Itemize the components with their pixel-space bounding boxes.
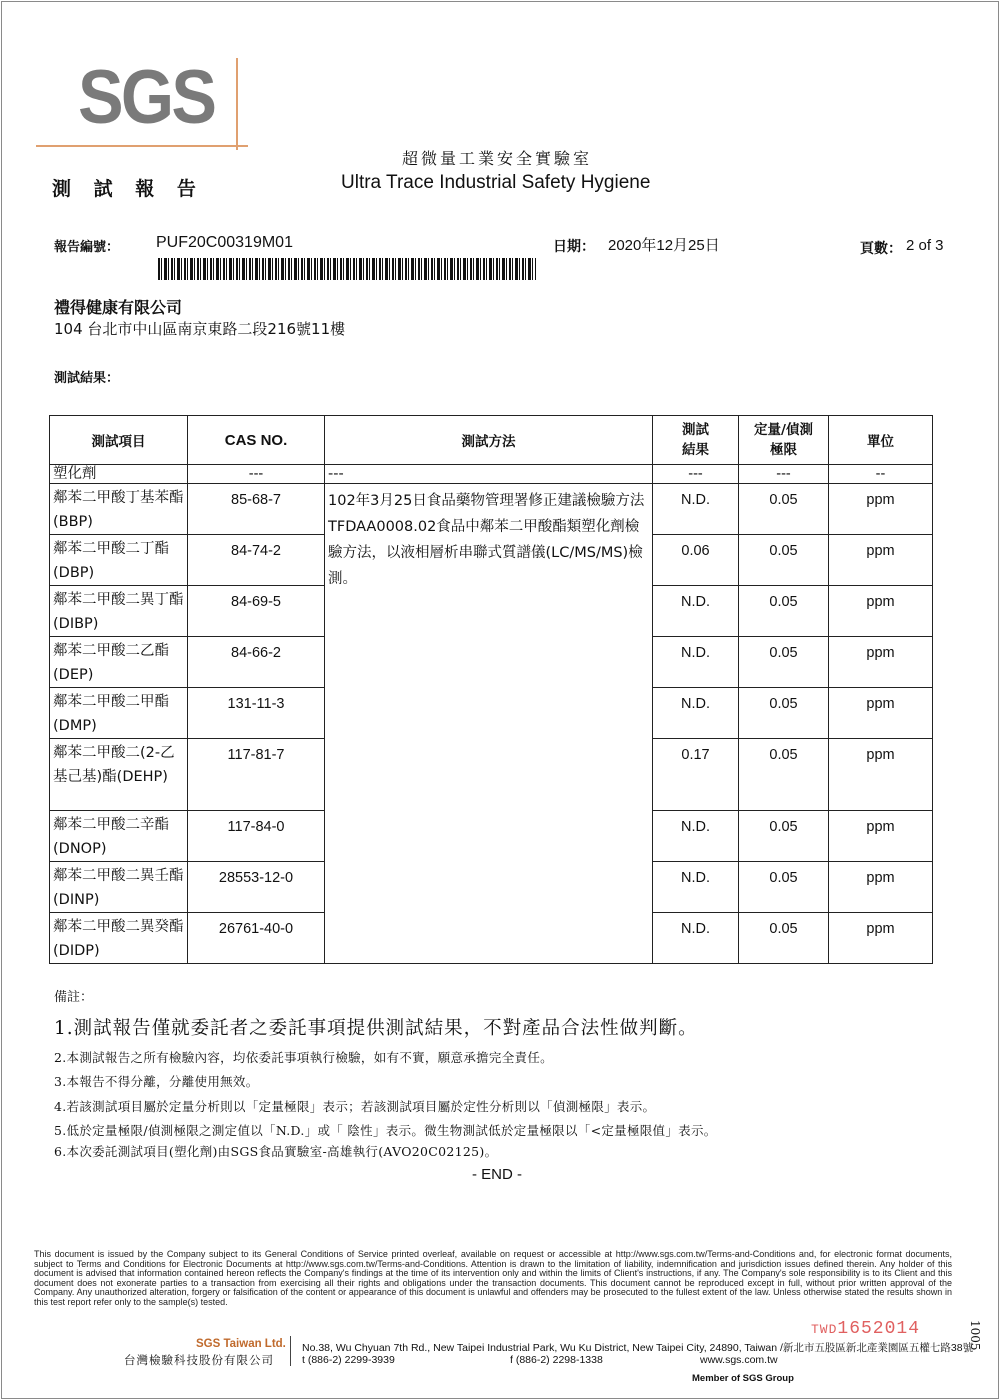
row-cas: 84-66-2 xyxy=(188,637,325,688)
row-item: 鄰苯二甲酸丁基苯酯(BBP) xyxy=(50,484,188,535)
notes-label: 備註： xyxy=(54,990,94,1005)
table-group-row xyxy=(50,465,933,484)
row-cas: 28553-12-0 xyxy=(188,862,325,913)
side-number: 1005 xyxy=(968,1320,982,1351)
row-limit: 0.05 xyxy=(739,862,829,913)
row-cas: 117-84-0 xyxy=(188,811,325,862)
table-row xyxy=(50,484,933,535)
row-item: 鄰苯二甲酸二乙酯(DEP) xyxy=(50,637,188,688)
row-result: N.D. xyxy=(653,688,739,739)
report-title: 測 試 報 告 xyxy=(52,178,204,200)
results-table xyxy=(49,415,933,964)
row-cas: 84-69-5 xyxy=(188,586,325,637)
row-unit: ppm xyxy=(829,484,933,535)
lab-name-zh: 超微量工業安全實驗室 xyxy=(402,149,593,168)
client-name: 禮得健康有限公司 xyxy=(54,298,183,317)
group-cas: --- xyxy=(188,465,325,484)
page-value: 2 of 3 xyxy=(906,237,944,254)
serial-digits: 1652014 xyxy=(837,1319,921,1339)
row-cas: 26761-40-0 xyxy=(188,913,325,964)
row-result: N.D. xyxy=(653,862,739,913)
header-cas: CAS NO. xyxy=(188,416,325,465)
row-result: N.D. xyxy=(653,913,739,964)
row-unit: ppm xyxy=(829,535,933,586)
row-limit: 0.05 xyxy=(739,688,829,739)
row-result: N.D. xyxy=(653,637,739,688)
results-heading: 測試結果： xyxy=(54,371,120,386)
row-unit: ppm xyxy=(829,811,933,862)
logo-vertical-line xyxy=(236,58,238,150)
row-result: 0.06 xyxy=(653,535,739,586)
row-cas: 131-11-3 xyxy=(188,688,325,739)
end-marker: - END - xyxy=(472,1166,522,1183)
report-no-label: 報告編號： xyxy=(54,240,120,255)
table-header-row xyxy=(50,416,933,465)
note-item: 5.低於定量極限/偵測極限之測定值以「N.D.」或「 陰性」表示。微生物測試低於定量極限以「<定量極限值」表示。 xyxy=(54,1123,717,1138)
row-limit: 0.05 xyxy=(739,535,829,586)
disclaimer: This document is issued by the Company subject to its General Conditions of Service printed overleaf, available on request or accessible at http://www.sgs.com.tw/Terms-and-Conditions and, for electronic format documents, subject to Terms and Conditions for Electronic Documents at http://www.sgs.com.tw/Terms-and-Conditions. Attention is drawn to the limitation of liability, indemnification and jurisdiction issues defined therein. Any holder of this document is advised that information contained hereon reflects the Company's findings at the time of its intervention only and within the limits of Client's instructions, if any. The Company's sole responsibility is to its Client and this document does not exonerate parties to a transaction from exercising all their rights and obligations under the transaction documents. This document cannot be reproduced except in full, without prior written approval of the Company. Any unauthorized alteration, forgery or falsification of the content or appearance of this document is unlawful and offenders may be prosecuted to the fullest extent of the law. Unless otherwise stated the results shown in this test report refer only to the sample(s) tested. xyxy=(34,1249,952,1307)
row-result: N.D. xyxy=(653,811,739,862)
footer-member: Member of SGS Group xyxy=(692,1373,794,1384)
row-item: 鄰苯二甲酸二甲酯(DMP) xyxy=(50,688,188,739)
row-limit: 0.05 xyxy=(739,484,829,535)
group-item: 塑化劑 xyxy=(50,465,188,484)
page-label: 頁數： xyxy=(860,241,902,257)
header-limit: 定量/偵測 極限 xyxy=(739,416,829,465)
row-limit: 0.05 xyxy=(739,739,829,811)
group-unit: -- xyxy=(829,465,933,484)
row-limit: 0.05 xyxy=(739,637,829,688)
barcode xyxy=(158,258,536,280)
row-cas: 117-81-7 xyxy=(188,739,325,811)
row-limit: 0.05 xyxy=(739,586,829,637)
note-item: 2.本測試報告之所有檢驗內容，均依委託事項執行檢驗，如有不實，願意承擔完全責任。 xyxy=(54,1050,553,1065)
footer-fax: f (886-2) 2298-1338 xyxy=(510,1354,603,1366)
note-item: 4.若該測試項目屬於定量分析則以「定量極限」表示；若該測試項目屬於定性分析則以「偵測極限」表示。 xyxy=(54,1099,656,1114)
header-item: 測試項目 xyxy=(50,416,188,465)
row-limit: 0.05 xyxy=(739,913,829,964)
method-description: 102年3月25日食品藥物管理署修正建議檢驗方法TFDAA0008.02食品中鄰苯二甲酸酯類塑化劑檢驗方法，以液相層析串聯式質譜儀(LC/MS/MS)檢測。 xyxy=(325,484,653,964)
header-method: 測試方法 xyxy=(325,416,653,465)
row-cas: 85-68-7 xyxy=(188,484,325,535)
row-unit: ppm xyxy=(829,862,933,913)
logo-underline xyxy=(36,145,248,147)
row-item: 鄰苯二甲酸二辛酯(DNOP) xyxy=(50,811,188,862)
note-item: 1.測試報告僅就委託者之委託事項提供測試結果，不對產品合法性做判斷。 xyxy=(54,1018,698,1039)
row-unit: ppm xyxy=(829,739,933,811)
row-unit: ppm xyxy=(829,637,933,688)
serial-number xyxy=(811,1319,920,1339)
row-item: 鄰苯二甲酸二異壬酯(DINP) xyxy=(50,862,188,913)
footer-divider xyxy=(290,1336,291,1366)
row-unit: ppm xyxy=(829,913,933,964)
row-item: 鄰苯二甲酸二異丁酯(DIBP) xyxy=(50,586,188,637)
report-no: PUF20C00319M01 xyxy=(156,234,293,251)
header-unit: 單位 xyxy=(829,416,933,465)
row-result: N.D. xyxy=(653,484,739,535)
footer-company-en: SGS Taiwan Ltd. xyxy=(196,1338,286,1350)
group-limit: --- xyxy=(739,465,829,484)
group-result: --- xyxy=(653,465,739,484)
row-unit: ppm xyxy=(829,586,933,637)
lab-name-en: Ultra Trace Industrial Safety Hygiene xyxy=(341,172,651,193)
row-limit: 0.05 xyxy=(739,811,829,862)
footer-tel: t (886-2) 2299-3939 xyxy=(302,1354,395,1366)
row-cas: 84-74-2 xyxy=(188,535,325,586)
client-address: 104 台北市中山區南京東路二段216號11樓 xyxy=(54,320,346,338)
row-item: 鄰苯二甲酸二(2-乙基己基)酯(DEHP) xyxy=(50,739,188,811)
row-result: N.D. xyxy=(653,586,739,637)
serial-prefix: TWD xyxy=(811,1322,838,1337)
row-result: 0.17 xyxy=(653,739,739,811)
row-item: 鄰苯二甲酸二丁酯(DBP) xyxy=(50,535,188,586)
footer-address: No.38, Wu Chyuan 7th Rd., New Taipei Industrial Park, Wu Ku District, New Taipei City, 24890, Taiwan /新北市五股區新北產業園區五權七路38號 xyxy=(302,1342,974,1354)
note-item: 3.本報告不得分離，分離使用無效。 xyxy=(54,1074,259,1089)
row-unit: ppm xyxy=(829,688,933,739)
note-item: 6.本次委託測試項目(塑化劑)由SGS食品實驗室-高雄執行(AVO20C02125)。 xyxy=(54,1144,498,1159)
sgs-logo: SGS xyxy=(78,55,215,140)
footer-company-zh: 台灣檢驗科技股份有限公司 xyxy=(124,1353,274,1367)
header-result: 測試 結果 xyxy=(653,416,739,465)
footer-website: www.sgs.com.tw xyxy=(700,1354,778,1366)
row-item: 鄰苯二甲酸二異癸酯(DIDP) xyxy=(50,913,188,964)
date-value: 2020年12月25日 xyxy=(608,237,720,254)
group-method: --- xyxy=(325,465,653,484)
date-label: 日期： xyxy=(553,239,595,255)
